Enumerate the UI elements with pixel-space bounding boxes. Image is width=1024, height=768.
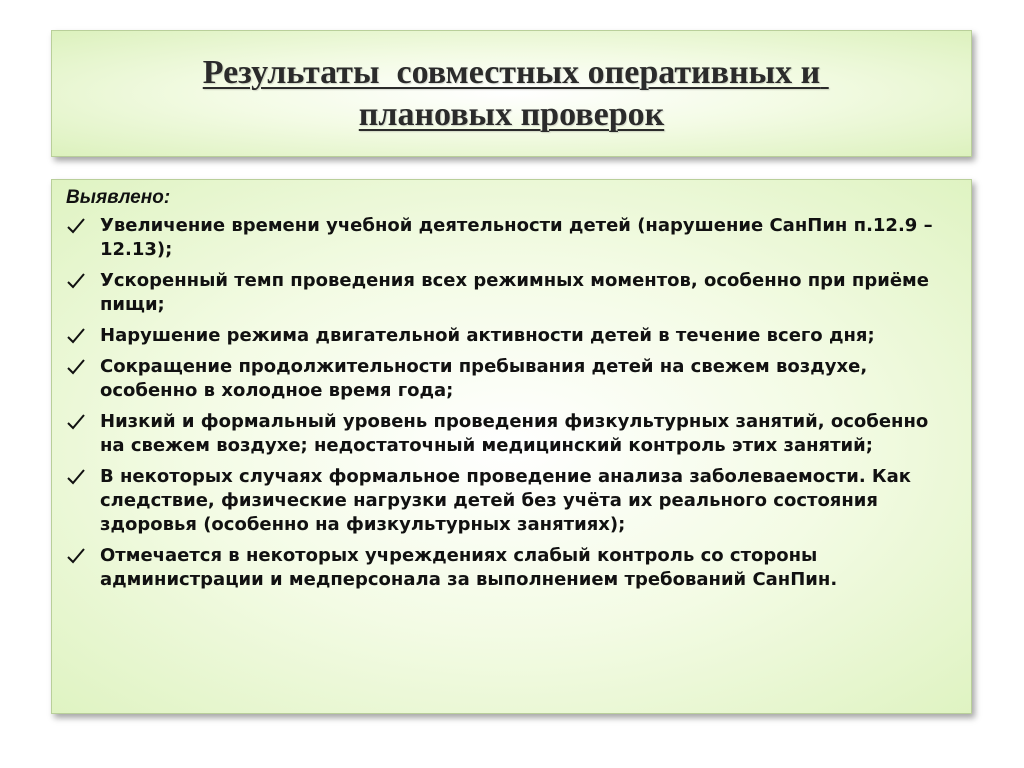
list-item — [66, 465, 957, 537]
check-icon — [66, 271, 86, 291]
list-item — [66, 355, 957, 403]
intro-label: Выявлено: — [66, 187, 171, 208]
slide-title: Результаты совместных оперативных и плановых проверок — [202, 53, 829, 133]
list-item-text: В некоторых случаях формальное проведение анализа заболеваемости. Как следствие, физические нагрузки детей без учёта их реального состояния здоровья (особенно на физкультурных занятиях); — [100, 466, 911, 535]
list-item-text: Увеличение времени учебной деятельности детей (нарушение СанПин п.12.9 – 12.13); — [100, 215, 933, 260]
list-item — [66, 544, 957, 592]
list-item — [66, 410, 957, 458]
check-icon — [66, 546, 86, 566]
check-icon — [66, 216, 86, 236]
check-icon — [66, 326, 86, 346]
title-box — [51, 30, 972, 157]
list-item — [66, 324, 957, 348]
list-item — [66, 269, 957, 317]
list-item-text: Отмечается в некоторых учреждениях слабый контроль со стороны администрации и медперсонала за выполнением требований СанПин. — [100, 545, 838, 590]
list-item-text: Нарушение режима двигательной активности детей в течение всего дня; — [100, 325, 875, 346]
check-icon — [66, 412, 86, 432]
list-item-text: Ускоренный темп проведения всех режимных моментов, особенно при приёме пищи; — [100, 270, 929, 315]
content-box — [51, 179, 972, 714]
list-item-text: Низкий и формальный уровень проведения физкультурных занятий, особенно на свежем воздухе; недостаточный медицинский контроль этих занятий; — [100, 411, 929, 456]
findings-list — [66, 214, 957, 592]
check-icon — [66, 467, 86, 487]
check-icon — [66, 357, 86, 377]
list-item-text: Сокращение продолжительности пребывания детей на свежем воздухе, особенно в холодное время года; — [100, 356, 868, 401]
list-item — [66, 214, 957, 262]
